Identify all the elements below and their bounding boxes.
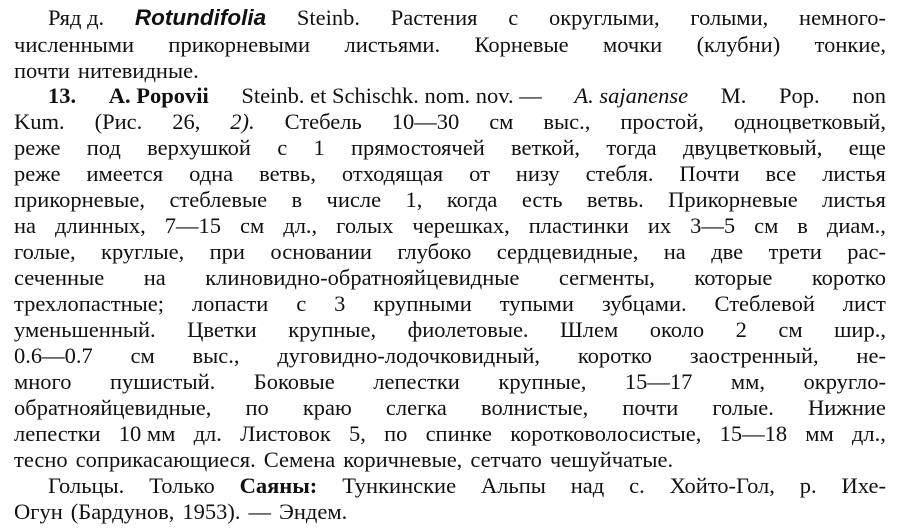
series-name: Rotundifolia [134,5,267,30]
word: (клубни) [696,32,781,57]
word: Альпы [480,473,546,498]
word: выс., [192,343,240,368]
word: трехлопастные; [14,291,165,316]
word: Нижние [808,395,886,420]
word: Огун [14,499,63,524]
word: дл., [283,213,318,238]
word: их [647,213,672,238]
word: основании [270,239,372,264]
text-line [14,264,886,292]
word: Листовок [240,421,331,446]
word: Эндем. [279,499,348,524]
word: шир., [834,317,886,342]
word: голых [336,213,394,238]
word: non [852,83,886,108]
word: Шлем [560,317,619,342]
word: 1953). [182,499,241,524]
word: реже [14,135,61,160]
word: когда [446,187,498,212]
word: отходящая [341,161,444,186]
word: Боковые [253,369,335,394]
word: см [130,343,155,368]
word: реже [14,161,61,186]
word: с [508,5,519,30]
word: диам., [826,213,886,238]
word: длинных, [55,213,146,238]
word: 26, [172,109,201,134]
word: 15—17 [624,369,693,394]
word: под [86,135,121,160]
word: немного- [799,5,886,30]
word: над [570,473,605,498]
text-line [14,238,886,266]
word: одна [189,161,234,186]
word: обратнояйцевидные, [14,395,212,420]
word: 1 [313,135,325,160]
word: 2 [735,317,747,342]
word: крупными [373,291,472,316]
word: прямостоячей [351,135,485,160]
word: (Бардунов, [70,499,175,524]
word: см [489,109,514,134]
text-line [14,160,886,188]
word: см [778,317,803,342]
word: мм, [730,369,766,394]
word: в [797,213,808,238]
word: листьями. [344,32,441,57]
word: с [277,135,288,160]
word: с. [629,473,645,498]
word: Только [149,473,215,498]
word: 3 [334,291,346,316]
word: трети [768,239,822,264]
word: почти [622,395,679,420]
region-name: Саяны: [239,473,318,498]
word: еще [848,135,886,160]
word: лопасти [191,291,269,316]
word: Корневые [474,32,569,57]
word: на [143,265,166,290]
word: веткой, [511,135,581,160]
text-line [14,446,886,474]
word: листья [822,187,886,212]
author: Steinb. [296,5,360,30]
word: фиолетовые. [407,317,529,342]
word: стеблевые [169,187,268,212]
word: прикорневые, [14,187,146,212]
text-line [48,82,886,110]
word: низу [515,161,560,186]
word: см [754,213,779,238]
word: около [649,317,705,342]
species-number: 13. [48,83,77,108]
word: есть [521,187,563,212]
word: — [248,499,271,524]
word: Хойто-Гол, [669,473,775,498]
word: сегменты, [558,265,655,290]
text-line [14,212,886,240]
word: сеченные [14,265,105,290]
text-line [14,498,886,526]
word: голые. [712,395,774,420]
word: заостренный, [689,343,819,368]
word: 7—15 [164,213,222,238]
word: Ряд д. [48,5,105,30]
word: коротко [811,265,886,290]
word: мм [805,421,834,446]
word: тонкие, [814,32,886,57]
word: Гольцы. [48,473,125,498]
word: на [663,239,686,264]
word: Семена [263,447,336,472]
word: рас- [847,239,886,264]
word: не- [856,343,886,368]
species-name: A. Popovii [108,83,209,108]
text-line [14,108,886,136]
word: численными [14,32,135,57]
word: клиновидно-обратнояйцевидные [205,265,520,290]
word: соприкасающиеся. [75,447,256,472]
text-line [14,394,886,422]
word: при [209,239,245,264]
word: черешках, [412,213,510,238]
word: мочки [602,32,663,57]
word: Ихе- [841,473,886,498]
word: сердцевидные, [496,239,639,264]
word: круглые, [101,239,185,264]
text-line [14,31,886,59]
text-line [14,316,886,344]
word: глубоко [397,239,472,264]
word: которые [694,265,773,290]
text-line [14,57,886,85]
word: M. [720,83,747,108]
word: дл., [851,421,886,446]
word: двуцветковый, [682,135,823,160]
word: округло- [803,369,886,394]
word: выс., [543,109,591,134]
word: пластинки [528,213,629,238]
word: тупыми [499,291,574,316]
word: на [14,213,37,238]
word: с [296,291,307,316]
word: коротковолосистые, [510,421,702,446]
word: волнистые, [480,395,589,420]
word: 10 мм [118,421,176,446]
word: уменьшенный. [14,317,156,342]
word: Стебель [284,109,362,134]
word: 15—18 [719,421,788,446]
word: лепестки [14,421,101,446]
word: Почти [679,161,740,186]
word: (Рис. [94,109,143,134]
word: округлыми, [548,5,660,30]
word: дл. [193,421,222,446]
word: дуговидно-лодочковидный, [277,343,541,368]
word: Стеблевой [714,291,815,316]
word: числе [326,187,382,212]
word: почти [14,58,70,83]
word: краю [302,395,352,420]
word: все [765,161,797,186]
word: ветвь, [259,161,316,186]
text-line [48,472,886,500]
word: спинке [425,421,493,446]
word: по [384,421,408,446]
word: слегка [385,395,447,420]
word: много [14,369,72,394]
word: голыми, [690,5,769,30]
word: лист [842,291,886,316]
word: простой, [620,109,704,134]
word: прикорневыми [168,32,311,57]
word: нитевидные. [77,58,199,83]
word: верхушкой [147,135,251,160]
word: коричневые, [343,447,463,472]
word: Kum. [14,109,65,134]
word: см [240,213,265,238]
text-line [14,368,886,396]
word: крупные, [498,369,587,394]
text-line [48,4,886,32]
text-line [14,290,886,318]
word: Pop. [778,83,820,108]
word: пушистый. [109,369,216,394]
word: листья [822,161,886,186]
text-line [14,134,886,162]
word: одноцветковый, [733,109,886,134]
text-line [14,420,886,448]
word: ветвь. [586,187,644,212]
word: 0.6—0.7 [14,343,93,368]
text-line [14,186,886,214]
word: Растения [390,5,478,30]
word: тогда [606,135,657,160]
word: зубцами. [601,291,687,316]
word: 1, [405,187,423,212]
word: стебля. [585,161,654,186]
synonym-name: A. sajanense [574,83,689,108]
word: тесно [14,447,68,472]
word: 10—30 [391,109,460,134]
word: имеется [86,161,164,186]
word: Прикорневые [668,187,798,212]
word: коротко [577,343,652,368]
word: две [711,239,744,264]
word: Цветки [187,317,257,342]
figure-ref: 2). [230,109,255,134]
word: голые, [14,239,76,264]
author-citation: Steinb. et Schischk. nom. nov. — [241,83,542,108]
word: р. [799,473,817,498]
word: в [291,187,303,212]
text-line [14,342,886,370]
word: сетчато [470,447,542,472]
word: чешуйчатые. [549,447,674,472]
word: по [245,395,269,420]
word: лепестки [373,369,460,394]
word: от [469,161,490,186]
word: 5, [349,421,366,446]
word: крупные, [288,317,377,342]
word: 3—5 [690,213,736,238]
word: Тункинские [342,473,457,498]
